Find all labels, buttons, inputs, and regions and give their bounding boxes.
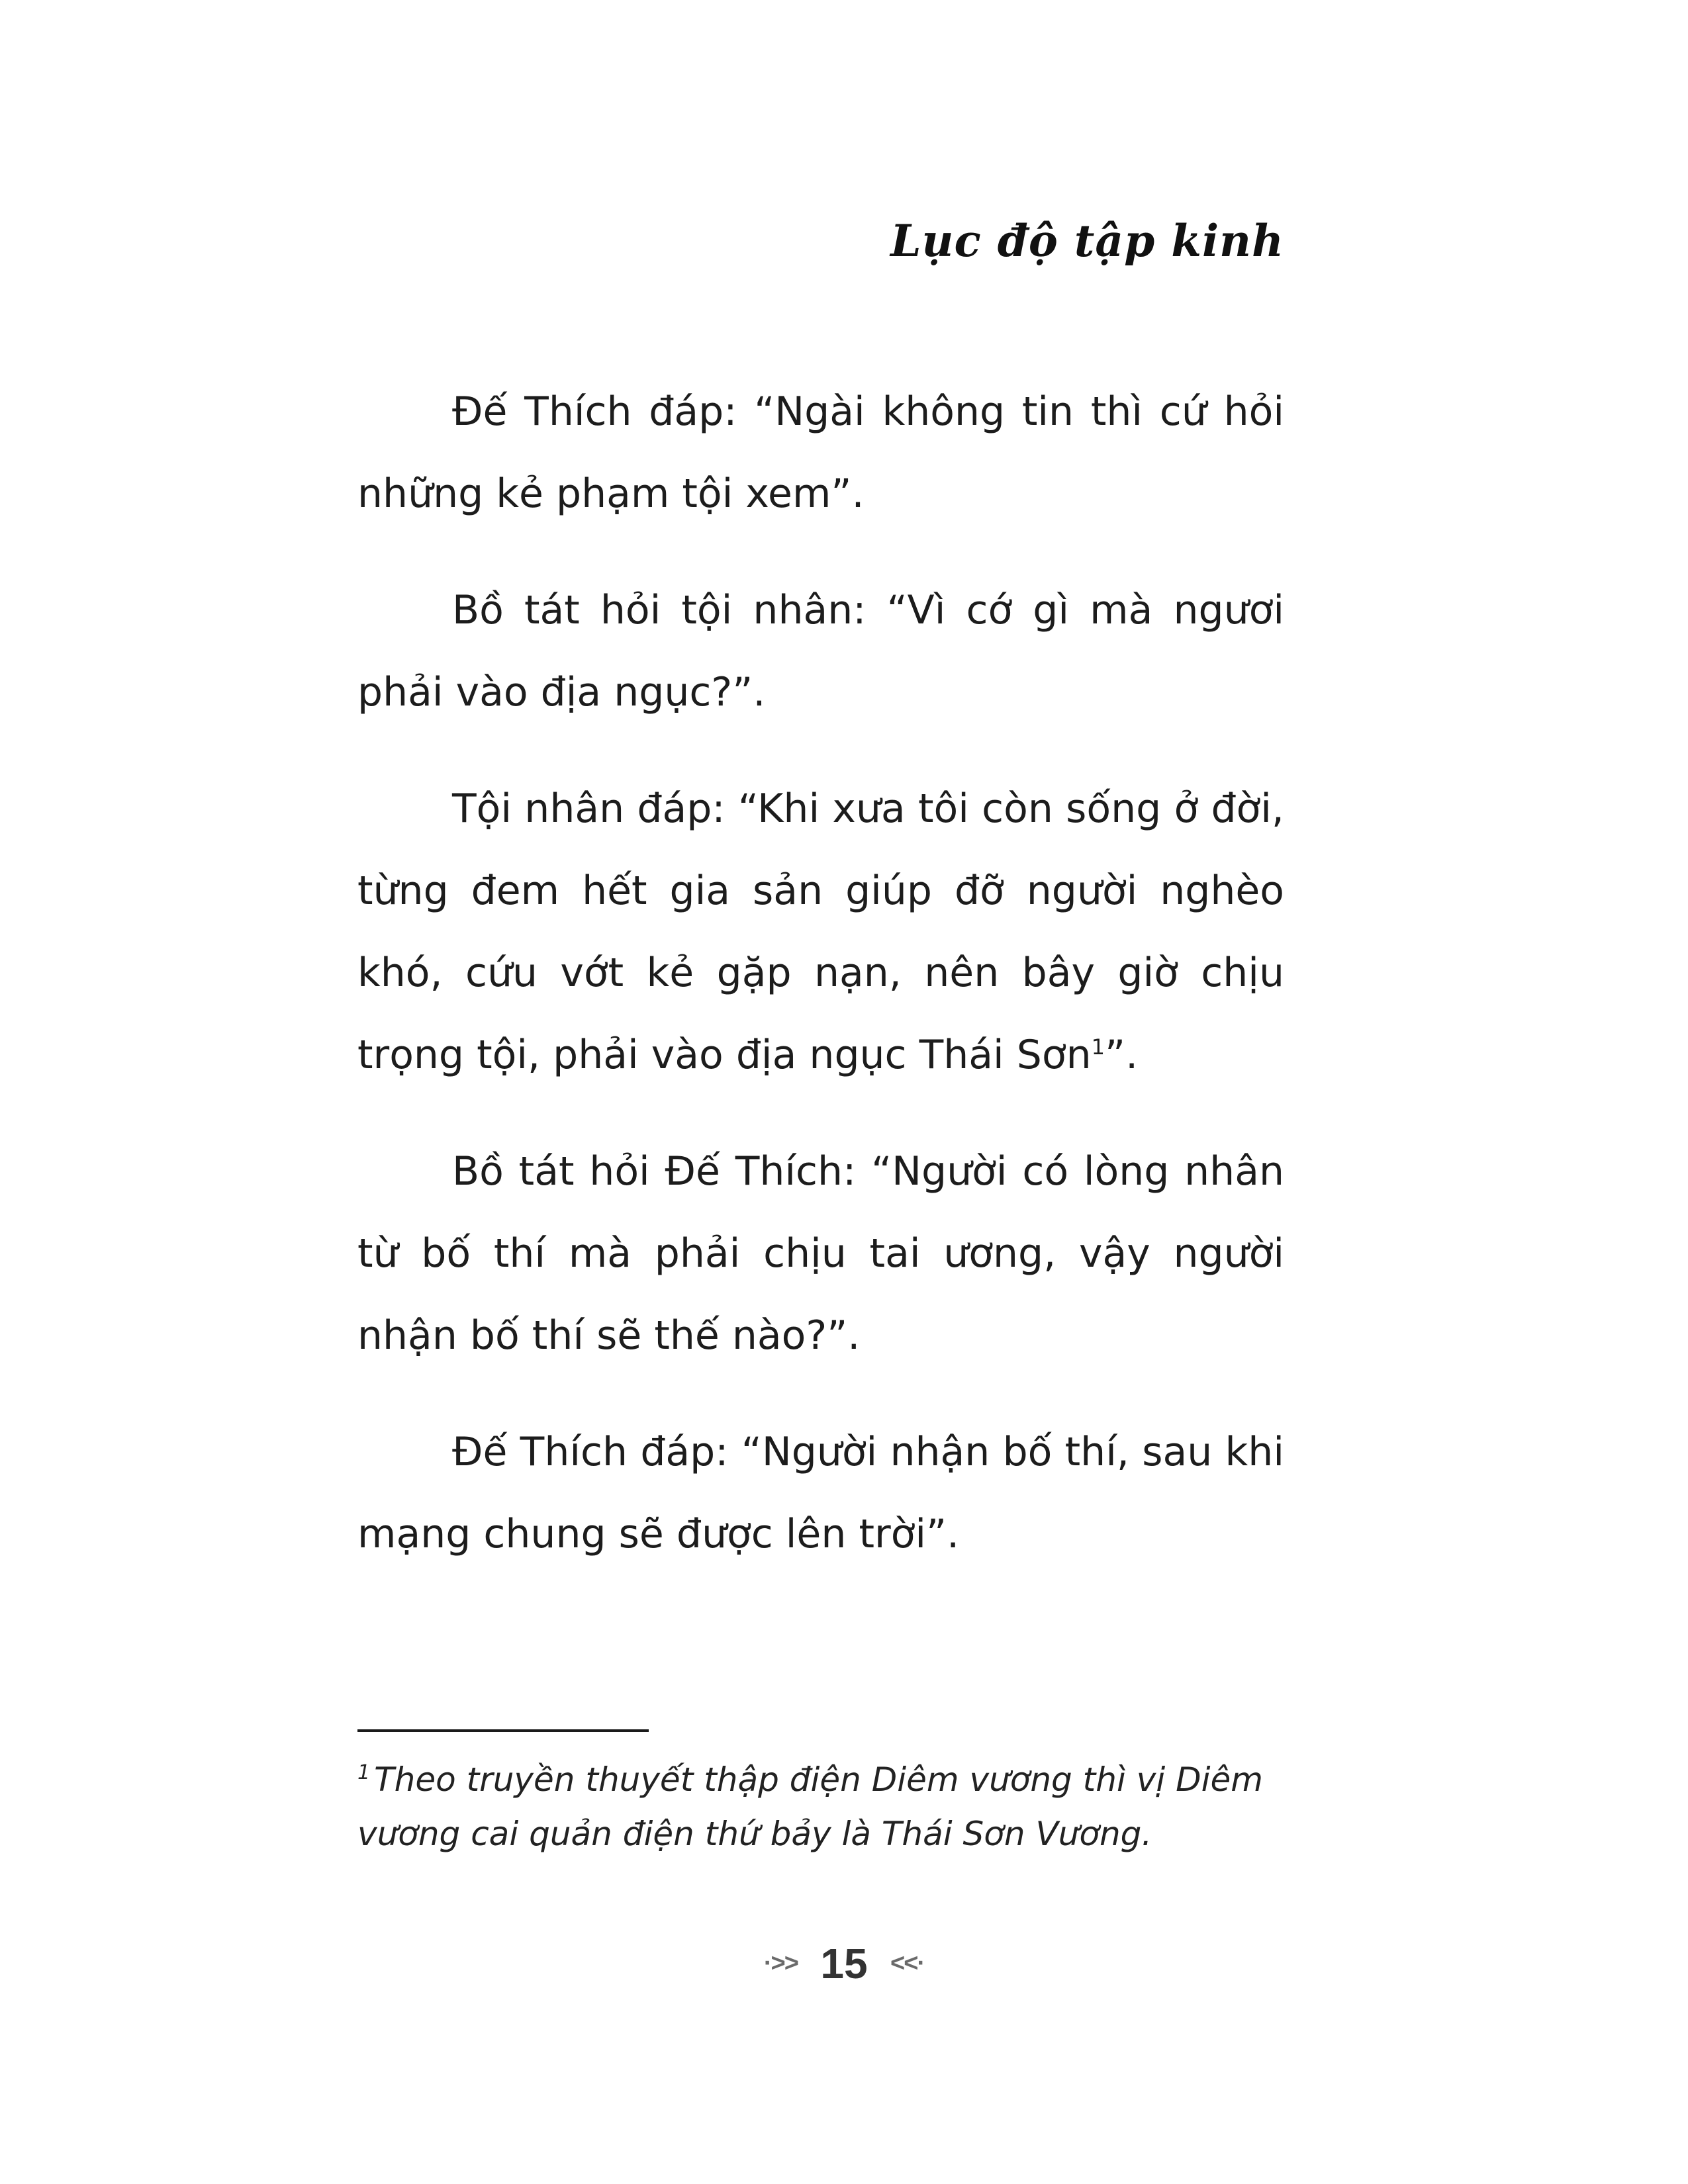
- footnote-reference[interactable]: 1: [1091, 1034, 1105, 1060]
- paragraph-3-text: Tội nhân đáp: “Khi xưa tôi còn sống ở đời, từng đem hết gia sản giúp đỡ người nghèo khó, cứu vớt kẻ gặp nạn, nên bây giờ chịu trọng tội, phải vào địa ngục Thái Sơn: [357, 786, 1284, 1078]
- running-header-title: Lục độ tập kinh: [890, 215, 1284, 267]
- paragraph-3-end: ”.: [1104, 1032, 1139, 1078]
- page-ornament-left: ·>>: [763, 1949, 798, 1978]
- footnote-text: Theo truyền thuyết thập điện Diêm vương thì vị Diêm vương cai quản điện thứ bảy là Thái Sơn Vương.: [357, 1760, 1263, 1853]
- paragraph-1: Đế Thích đáp: “Ngài không tin thì cứ hỏi những kẻ phạm tội xem”.: [357, 388, 1284, 517]
- footnote-separator: [357, 1729, 649, 1732]
- paragraph-4: Bồ tát hỏi Đế Thích: “Người có lòng nhân từ bố thí mà phải chịu tai ương, vậy người nhận bố thí sẽ thế nào?”.: [357, 1148, 1284, 1359]
- page-number: 15: [820, 1940, 868, 1987]
- page-footer: [0, 1939, 1688, 1988]
- page-ornament-right: <<·: [890, 1949, 925, 1978]
- main-text: [357, 371, 1284, 1610]
- footnote: [357, 1752, 1284, 1861]
- footnote-marker: 1: [357, 1761, 371, 1785]
- paragraph-5: Đế Thích đáp: “Người nhận bố thí, sau khi mạng chung sẽ được lên trời”.: [357, 1429, 1284, 1557]
- paragraph-2: Bồ tát hỏi tội nhân: “Vì cớ gì mà ngươi phải vào địa ngục?”.: [357, 587, 1284, 715]
- paragraph-3: [357, 768, 1284, 1096]
